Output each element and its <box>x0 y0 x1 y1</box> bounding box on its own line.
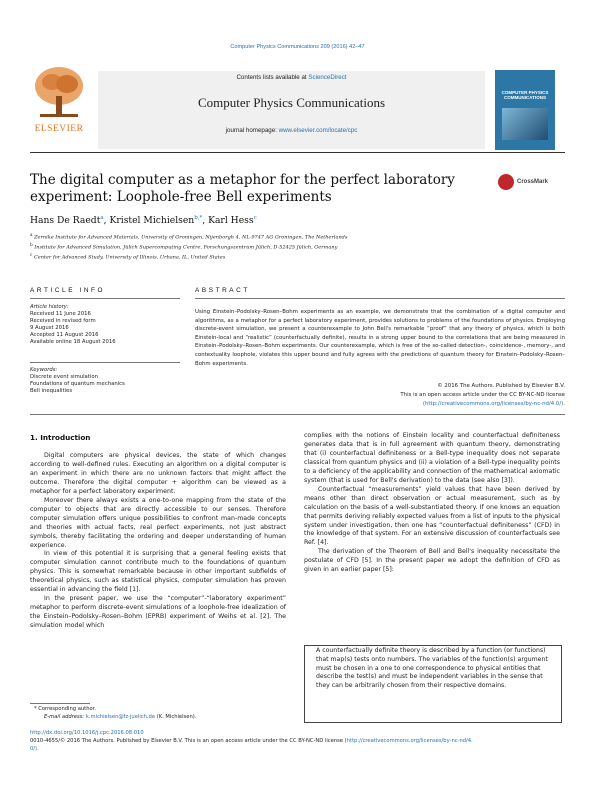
elsevier-tree-logo <box>30 62 88 120</box>
author-list: Hans De Raedt$^a$, Kristel Michielsen$^{b,*}$, Karl Hess$^c$ <box>30 215 257 227</box>
sciencedirect-link[interactable]: ScienceDirect <box>308 74 347 81</box>
paragraph: In view of this potential it is surprising that a general feeling exists that computer simulation cannot contribute much to the foundations of quantum physics. This is somewhat remarkable because in other important subfields of theoretical physics, such as statistical physics, computer simulation has proven essential in advancing the field [1]. <box>30 550 286 594</box>
keywords: Keywords: Discrete event simulation Foundations of quantum mechanics Bell inequalities <box>30 367 125 394</box>
crossmark-icon[interactable] <box>498 174 514 190</box>
header-rule <box>30 152 565 153</box>
doi-link[interactable]: http://dx.doi.org/10.1016/j.cpc.2016.08.010 <box>30 730 144 736</box>
footnote-rule <box>30 703 90 704</box>
corresponding-author: * Corresponding author. <box>34 706 96 712</box>
journal-title: Computer Physics Communications <box>197 95 386 110</box>
right-column <box>304 432 560 575</box>
paragraph: Moreover there always exists a one-to-one mapping from the state of the computer to objects that are directly accessible to our senses. Therefore computer simulation offers unique possibilities to confront man-made concepts and theories with actual facts, real perfect experiments, not just abstract symbols, thereby facilitating the ordering and deeper understanding of human experience. <box>30 496 286 549</box>
paragraph: complies with the notions of Einstein locality and counterfactual definiteness generates data that is in full agreement with quantum theory, demonstrating that (i) counterfactual definiteness or a Bell-type inequality does not separate classical from quantum physics and (ii) a violation of a Bell-type inequality points to a deficiency of the applicability and connection of the mathematical axiomatic system (that is used for Bell's derivation) to the data (see also [3]). <box>304 432 560 484</box>
journal-citation[interactable]: Computer Physics Communications 209 (2016) 42–47 <box>230 44 365 50</box>
cfd-definition-text: A counterfactually definite theory is described by a function (or functions) that map(s) tests onto numbers. The variables of the function(s) argument must be chosen in a one to one correspondence to physical entities that describe the test(s) and must be independent variables in the sense that they can be arbitrarily chosen from their respective domains. <box>316 647 548 690</box>
paragraph: The derivation of the Theorem of Bell and Bell's inequality necessitate the postulate of CFD [5]. In the present paper we adopt the definition of CFD as given in an earlier paper [5]: <box>304 548 560 574</box>
divider <box>195 298 565 299</box>
affiliation: $^a$ Zernike Institute for Advanced Materials, University of Groningen, Nijenborgh 4, NL-9747 AG Groningen, The Netherlands <box>30 232 348 241</box>
abstract-text: Using Einstein–Podolsky–Rosen–Bohm experiments as an example, we demonstrate that the combination of a digital computer and algorithms, as a metaphor for a perfect laboratory experiment, provides solutions to problems of the foundations of physics. Employing discrete-event simulation, we present a counterexample to John Bell's remarkable “proof” that any theory of physics, which is both Einstein-local and “realistic” (counterfactually definite), results in a strong upper bound to the correlations that are being measured in Einstein–Podolsky–Rosen–Bohm experiments. Our counterexample, which is free of the so-called detection-, coincidence-, memory-, and contextuality loophole, violates this upper bound and fully agrees with the predictions of quantum theory for Einstein–Podolsky–Rosen–Bohm experiments. <box>195 309 565 367</box>
homepage-link[interactable]: www.elsevier.com/locate/cpc <box>278 127 358 134</box>
paragraph: Counterfactual “measurements” yield values that have been derived by means other than direct observation or actual measurement, such as by calculation on the basis of a well-substantiated theory. If one knows an equation that permits deriving reliably expected values from a list of inputs to the physical system under investigation, then one has “counterfactual definiteness” (CFD) in the knowledge of that system. For an extensive discussion of counterfactuals see Ref. [4]. <box>304 485 560 547</box>
crossmark-label[interactable]: CrossMark <box>517 179 549 185</box>
contents-line: Contents lists available at ScienceDirect <box>236 74 347 81</box>
email-line: E-mail address: k.michielsen@fz-juelich.de (K. Michielsen). <box>44 714 197 720</box>
affiliation: $^c$ Center for Advanced Study, University of Illinois, Urbana, IL, United States <box>30 252 226 261</box>
author-name[interactable]: Karl Hess <box>208 215 254 227</box>
article-history: Article history: Received 11 June 2016 Received in revised form 9 August 2016 Accepted 11 August 2016 Available online 18 August 2016 <box>30 304 116 345</box>
author-name[interactable]: Hans De Raedt <box>30 215 101 227</box>
abstract-heading: ABSTRACT <box>195 287 250 294</box>
divider <box>30 414 565 415</box>
cover-image <box>502 108 548 140</box>
email-link[interactable]: k.michielsen@fz-juelich.de <box>85 714 156 720</box>
journal-homepage: journal homepage: www.elsevier.com/locate/cpc <box>225 127 358 134</box>
section-heading: 1. Introduction <box>30 433 91 442</box>
paragraph: In the present paper, we use the “computer”-“laboratory experiment” metaphor to perform discrete-event simulations of a loophole-free idealization of the Einstein–Podolsky–Rosen–Bohm (EPRB) experiment of Weihs et al. [2]. The simulation model which <box>30 595 286 630</box>
divider <box>30 298 180 299</box>
paragraph: Digital computers are physical devices, the state of which changes according to well-defined rules. Executing an algorithm on a digital computer is an experiment in which there are no unknown factors that might affect the outcome. Therefore the digital computer + algorithm can be viewed as a metaphor for a perfect laboratory experiment. <box>30 452 286 495</box>
author-name[interactable]: Kristel Michielsen <box>109 215 195 227</box>
cover-title: COMPUTER PHYSICS COMMUNICATIONS <box>501 90 549 100</box>
license-link[interactable]: (http://creativecommons.org/licenses/by-nc-nd/4.0/). <box>422 401 565 407</box>
left-column <box>30 452 286 631</box>
article-info-heading: ARTICLE INFO <box>30 287 106 294</box>
license-line: This is an open access article under the CC BY-NC-ND license <box>400 392 565 398</box>
issn-license-line: 0010-4655/© 2016 The Authors. Published by Elsevier B.V. This is an open access article under the CC BY-NC-ND license (http://creativecommons.org/licenses/by-nc-nd/4. 0/). <box>30 738 473 752</box>
paper-title: The digital computer as a metaphor for the perfect laboratory experiment: Loophole-free Bell experiments <box>30 172 455 205</box>
affiliation: $^b$ Institute for Advanced Simulation, Jülich Supercomputing Centre, Forschungszentrum Jülich, D-52425 Jülich, Germany <box>30 242 338 251</box>
copyright: © 2016 The Authors. Published by Elsevier B.V. <box>437 383 565 389</box>
divider <box>30 362 180 363</box>
elsevier-wordmark: ELSEVIER <box>34 124 84 134</box>
footer-license-link[interactable]: http://creativecommons.org/licenses/by-nc-nd/4. <box>346 738 473 744</box>
